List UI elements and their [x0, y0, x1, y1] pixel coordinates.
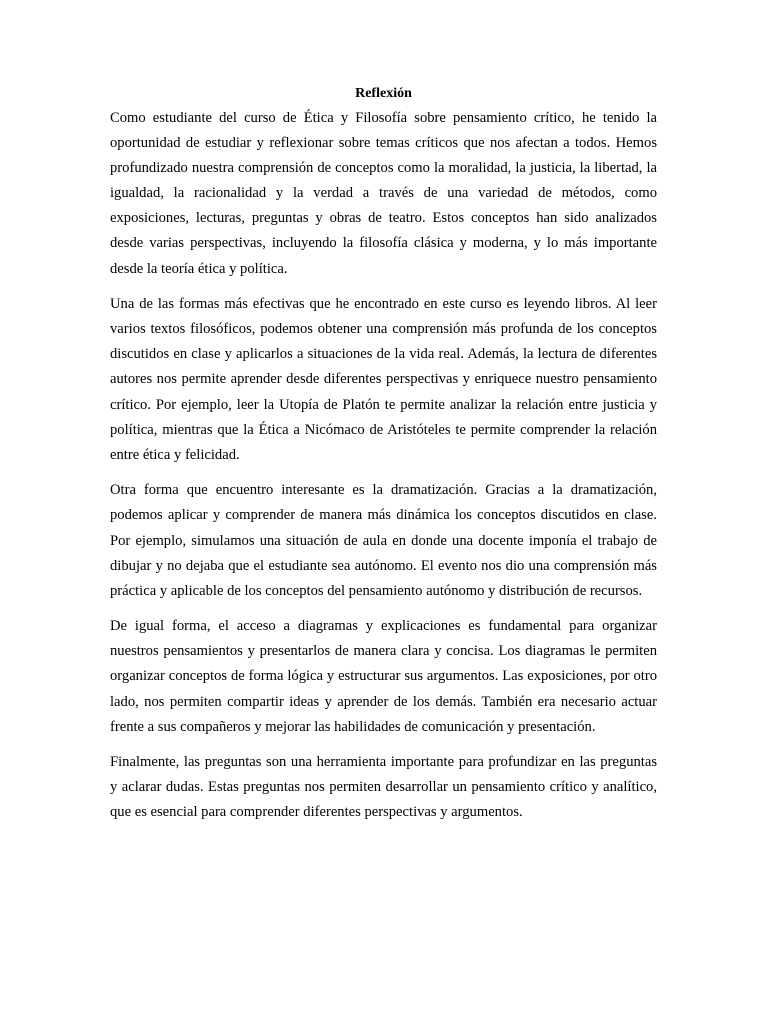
paragraph-introduction: Como estudiante del curso de Ética y Filosofía sobre pensamiento crítico, he tenido la oportunidad de estudiar y reflexionar sobre temas críticos que nos afectan a todos. Hemos profundizado nuestra comprensión de conceptos como la moralidad, la justicia, la libertad, la igualdad, la racionalidad y la verdad a través de una variedad de métodos, como exposiciones, lecturas, preguntas y obras de teatro. Estos conceptos han sido analizados desde varias perspectivas, incluyendo la filosofía clásica y moderna, y lo más importante desde la teoría ética y política.: [110, 110, 657, 277]
paragraph-conclusion: Finalmente, las preguntas son una herramienta importante para profundizar en las preguntas y aclarar dudas. Estas preguntas nos permiten desarrollar un pensamiento crítico y analítico, que es esencial para comprender diferentes perspectivas y argumentos.: [110, 754, 657, 821]
paragraph-diagrams: De igual forma, el acceso a diagramas y explicaciones es fundamental para organizar nuestros pensamientos y presentarlos de manera clara y concisa. Los diagramas le permiten organizar conceptos de forma lógica y estructurar sus argumentos. Las exposiciones, por otro lado, nos permiten compartir ideas y aprender de los demás. También era necesario actuar frente a sus compañeros y mejorar las habilidades de comunicación y presentación.: [110, 618, 657, 735]
document-page: [110, 84, 657, 836]
paragraph-reading: Una de las formas más efectivas que he encontrado en este curso es leyendo libros. Al leer varios textos filosóficos, podemos obtener una comprensión más profunda de los conceptos discutidos en clase y aplicarlos a situaciones de la vida real. Además, la lectura de diferentes autores nos permite aprender desde diferentes perspectivas y enriquece nuestro pensamiento crítico. Por ejemplo, leer la Utopía de Platón te permite analizar la relación entre justicia y política, mientras que la Ética a Nicómaco de Aristóteles te permite comprender la relación entre ética y felicidad.: [110, 296, 657, 463]
paragraph-dramatization: Otra forma que encuentro interesante es la dramatización. Gracias a la dramatización, podemos aplicar y comprender de manera más dinámica los conceptos discutidos en clase. Por ejemplo, simulamos una situación de aula en donde una docente imponía el trabajo de dibujar y no dejaba que el estudiante sea autónomo. El evento nos dio una comprensión más práctica y aplicable de los conceptos del pensamiento autónomo y distribución de recursos.: [110, 482, 657, 599]
document-title: Reflexión: [355, 86, 412, 101]
